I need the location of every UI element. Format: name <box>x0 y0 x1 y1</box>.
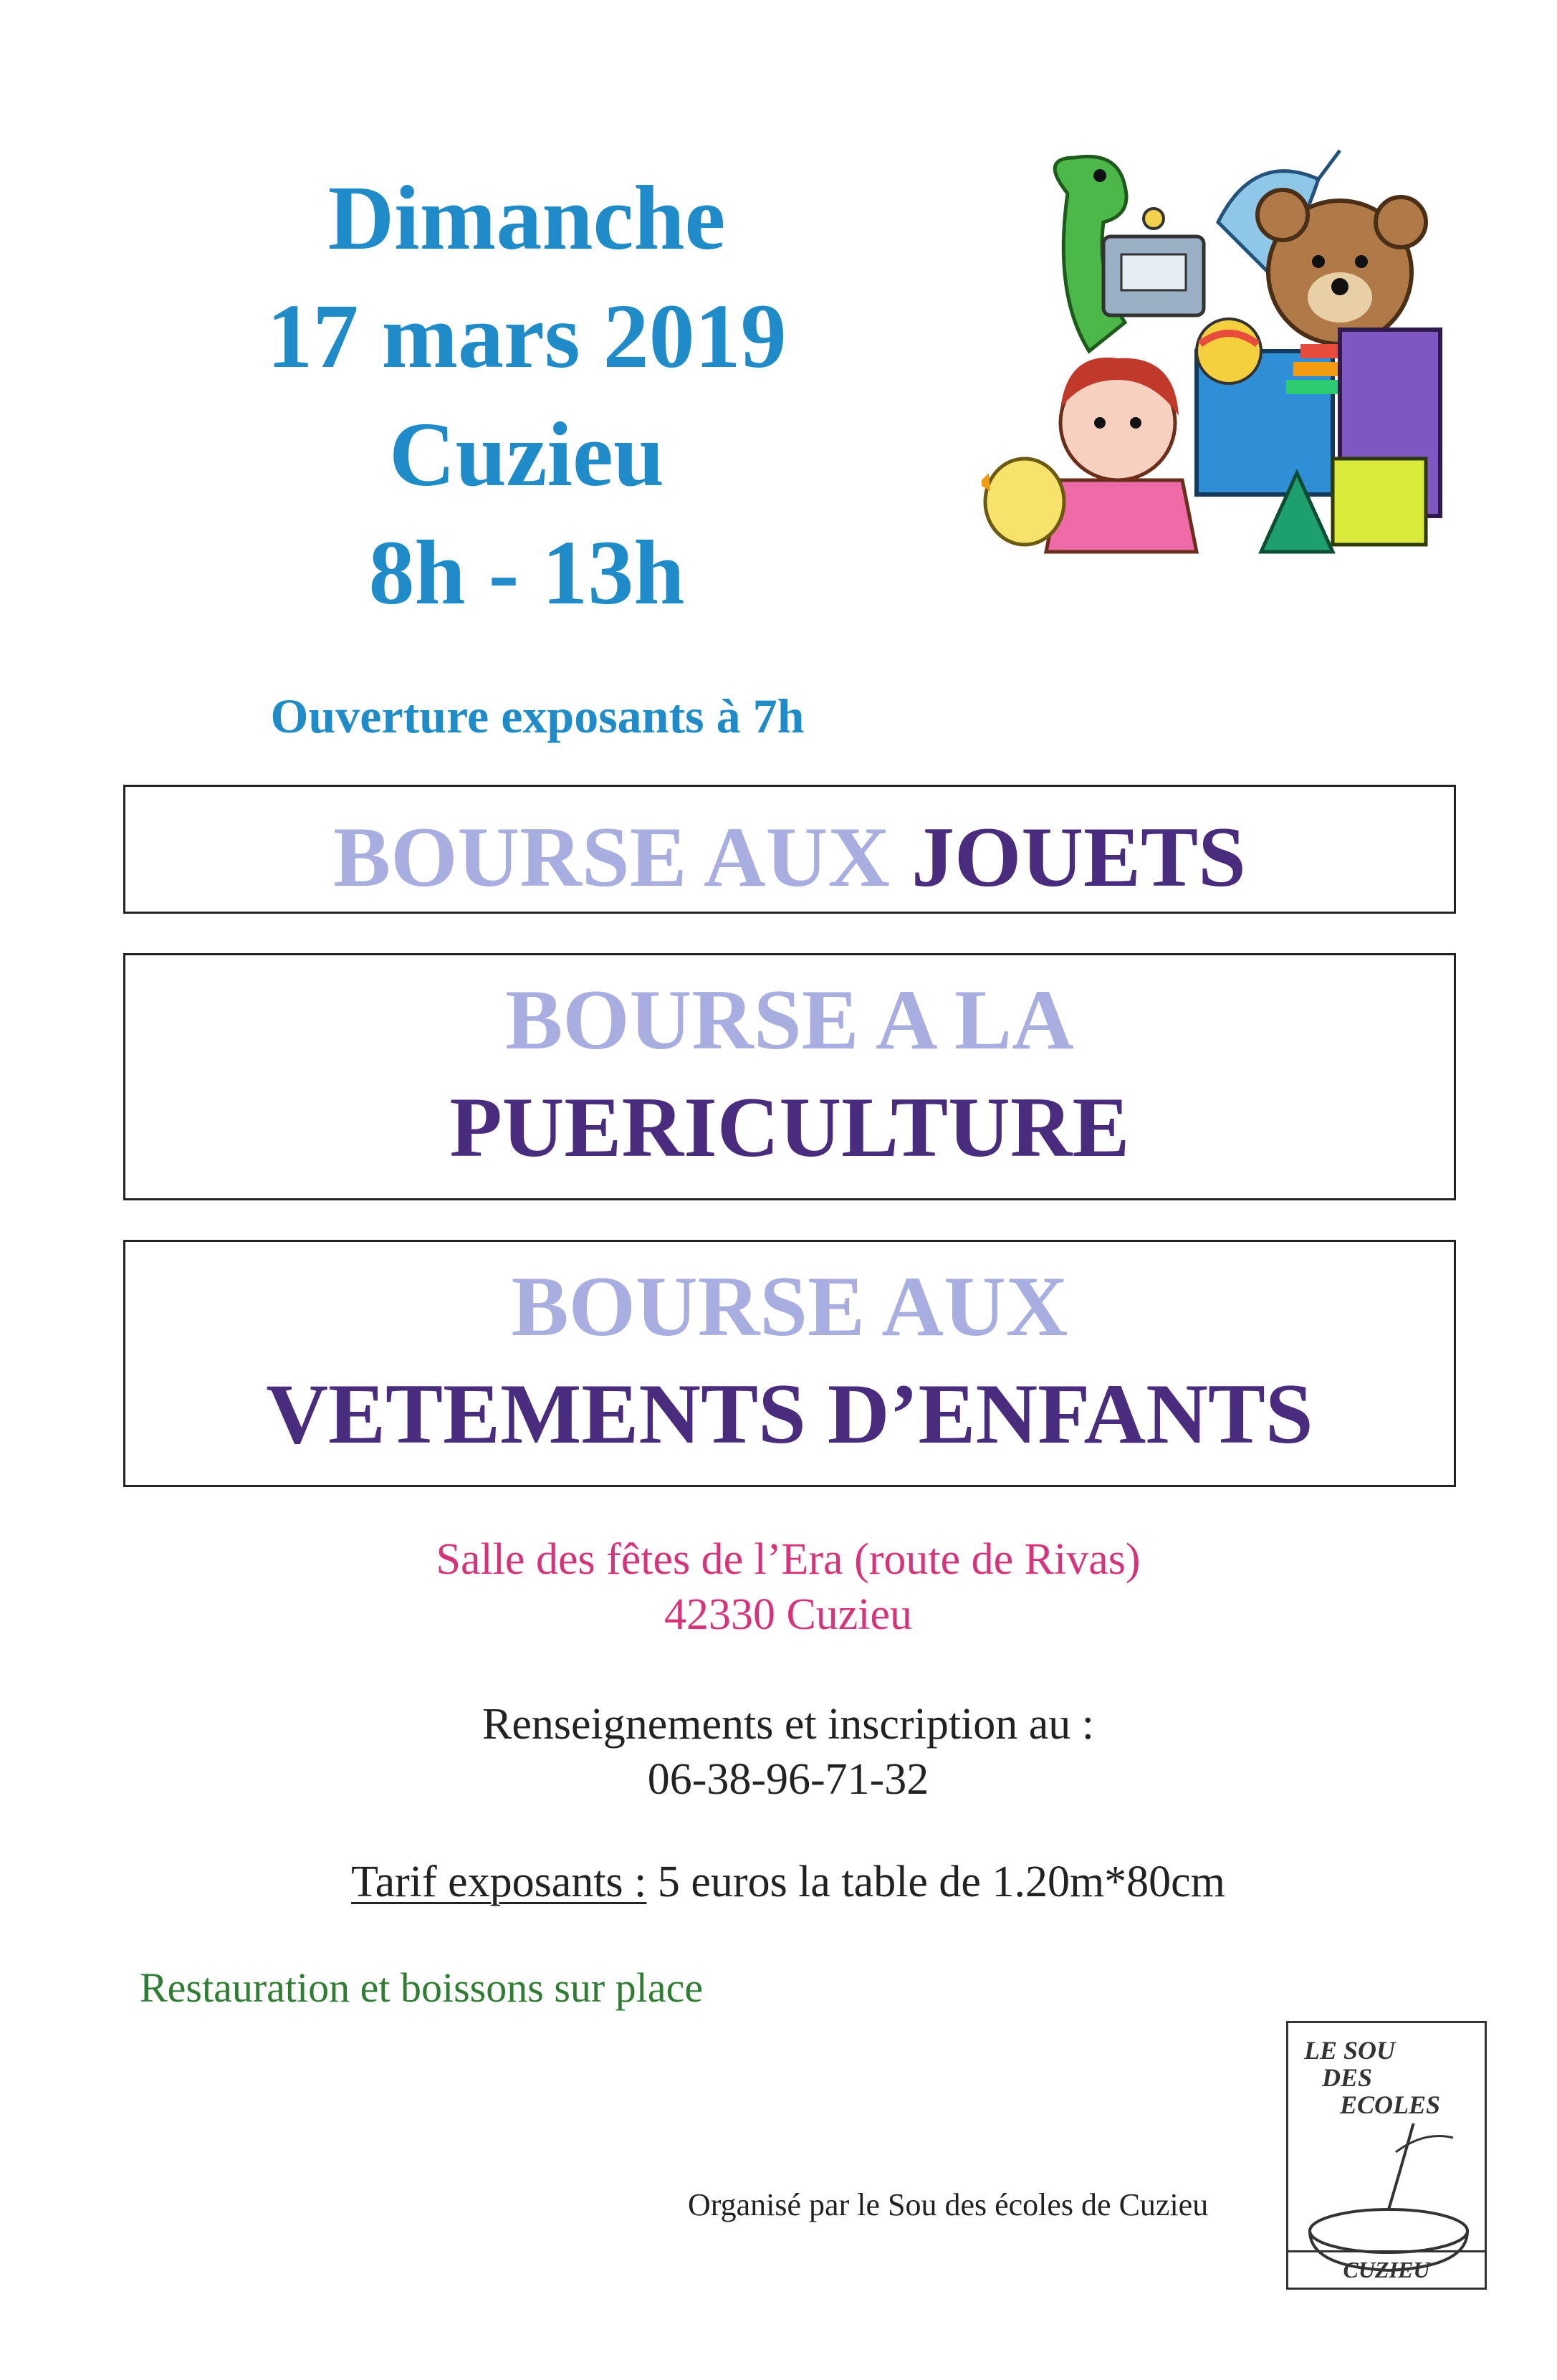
banner-clothes <box>123 1240 1456 1487</box>
food-note: Restauration et boissons sur place <box>140 1964 704 2011</box>
banner-clothes-light: BOURSE AUX <box>511 1258 1068 1354</box>
exhibitor-opening: Ouverture exposants à 7h <box>270 689 805 743</box>
event-date: 17 mars 2019 <box>267 285 787 387</box>
event-town: Cuzieu <box>389 403 664 505</box>
venue-line1: Salle des fêtes de l’Era (route de Rivas) <box>436 1535 1141 1584</box>
school-fund-logo <box>1286 2021 1487 2290</box>
logo-text: LE SOU DES ECOLES <box>1304 2036 1441 2119</box>
banner-toys-light: BOURSE AUX <box>333 809 890 904</box>
pricing-value: 5 euros la table de 1.20m*80cm <box>657 1858 1225 1906</box>
banner-childcare <box>123 953 1456 1200</box>
organizer-note: Organisé par le Sou des écoles de Cuzieu <box>688 2187 1209 2222</box>
banner-toys-dark: JOUETS <box>911 809 1246 904</box>
venue-line2: 42330 Cuzieu <box>663 1590 913 1639</box>
pricing-label: Tarif exposants : <box>351 1858 647 1906</box>
contact-phone: 06-38-96-71-32 <box>647 1755 929 1804</box>
logo-footer: CUZIEU <box>1288 2250 1485 2288</box>
banner-toys <box>123 785 1456 914</box>
pricing-line <box>215 1860 1361 1904</box>
banner-childcare-light: BOURSE A LA <box>505 972 1074 1067</box>
event-hours: 8h - 13h <box>368 522 685 623</box>
banner-clothes-dark: VETEMENTS D’ENFANTS <box>266 1366 1313 1461</box>
event-day: Dimanche <box>327 167 726 269</box>
toys-illustration <box>982 136 1447 580</box>
contact-label: Renseignements et inscription au : <box>482 1700 1095 1749</box>
banner-childcare-dark: PUERICULTURE <box>449 1079 1130 1175</box>
